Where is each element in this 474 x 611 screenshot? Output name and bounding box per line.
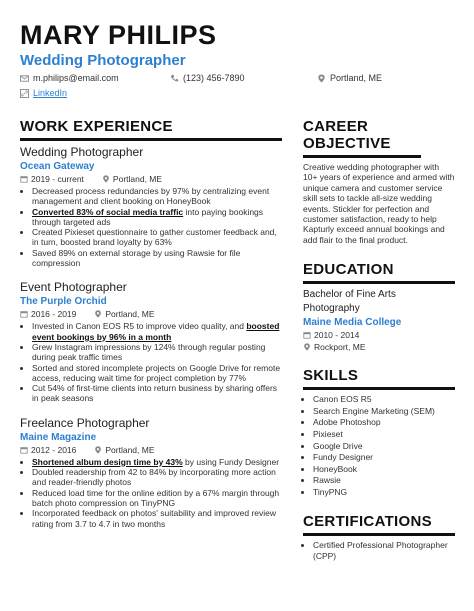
education-location-row: [303, 341, 455, 353]
list-item: • Shortened album design time by 43% by using Fundy Designer: [32, 457, 282, 467]
career-objective-text: Creative wedding photographer with 10+ years of experience and armed with unique camera and customer service skill sets to tackle all-size wedding events. Stickler for perfection and customer satisfaction, ready to help Kapturly exceed annual bookings and add flair to the final product.: [303, 162, 455, 245]
job-dates: 2016 - 2019: [31, 309, 77, 320]
job-bullets: [20, 321, 282, 403]
list-item: • Certified Professional Photographer (CPP): [313, 540, 455, 563]
job-meta: [20, 308, 282, 320]
location-text: Portland, ME: [330, 73, 383, 83]
left-column: [20, 118, 282, 529]
candidate-name: MARY PHILIPS: [20, 20, 217, 50]
job-meta: [20, 444, 282, 456]
skills-list: [303, 394, 455, 498]
location-pin-icon: [303, 343, 311, 351]
list-item: • Incorporated feedback on photos' suitability and improved review rating from 3.7 to 4.7 in two months: [32, 508, 282, 529]
candidate-role: Wedding Photographer: [20, 52, 186, 69]
list-item: • Cut 54% of first-time clients into return business by sharing offers in peak seasons: [32, 383, 282, 404]
education-location: Rockport, ME: [314, 342, 366, 353]
list-item: • Pixieset: [313, 429, 455, 441]
linkedin-link[interactable]: LinkedIn: [33, 88, 68, 98]
job-entry: [20, 280, 282, 403]
location-pin-icon: [317, 74, 326, 83]
list-item: • TinyPNG: [313, 487, 455, 499]
list-item: • Doubled readership from 42 to 84% by incorporating more action and reader-friendly photos: [32, 467, 282, 488]
career-objective-heading: CAREER OBJECTIVE: [303, 118, 421, 158]
job-dates: 2019 - current: [31, 174, 84, 184]
skills-heading: SKILLS: [303, 367, 455, 390]
list-item: • Fundy Designer: [313, 452, 455, 464]
right-column: [303, 118, 455, 563]
list-item: • Canon EOS R5: [313, 394, 455, 406]
job-meta: [20, 173, 282, 185]
job-title: Event Photographer: [20, 280, 127, 295]
job-title: Wedding Photographer: [20, 145, 144, 159]
list-item: • Decreased process redundancies by 97% by centralizing event management and client booking on HoneyBook: [32, 186, 282, 207]
job-company: Ocean Gateway: [20, 161, 95, 172]
list-item: • Saved 89% on external storage by using Rawsie for file compression: [32, 248, 282, 269]
education-school: Maine Media College: [303, 317, 402, 329]
contact-phone[interactable]: [170, 73, 245, 83]
certifications-heading: CERTIFICATIONS: [303, 513, 455, 536]
list-item: • Reduced load time for the online edition by a 67% margin through batch photo compression on TinyPNG: [32, 488, 282, 509]
list-item: • Sorted and stored incomplete projects on Google Drive for remote access, reducing wait time for project completion by 77%: [32, 363, 282, 384]
job-location: Portland, ME: [105, 444, 155, 455]
calendar-icon: [20, 446, 28, 454]
list-item: • Google Drive: [313, 441, 455, 453]
job-entry: [20, 416, 282, 529]
list-item: • Converted 83% of social media traffic into paying bookings through targeted ads: [32, 207, 282, 228]
list-item: • Adobe Photoshop: [313, 417, 455, 429]
work-experience-heading: WORK EXPERIENCE: [20, 118, 282, 141]
calendar-icon: [20, 175, 28, 183]
contact-location: [317, 73, 382, 83]
envelope-icon: [20, 74, 29, 83]
contact-linkedin[interactable]: [20, 88, 67, 98]
job-location: Portland, ME: [112, 174, 163, 184]
list-item: • Created Pixieset questionnaire to gather customer feedback and, in turn, boosted brand loyalty by 63%: [32, 227, 282, 248]
location-pin-icon: [94, 446, 102, 454]
list-item: • Grew Instagram impressions by 124% through regular posting during peak traffic times: [32, 342, 282, 363]
education-dates-row: [303, 329, 455, 341]
list-item: • Rawsie: [313, 475, 455, 487]
calendar-icon: [20, 310, 28, 318]
location-pin-icon: [94, 310, 102, 318]
list-item: • Search Engine Marketing (SEM): [313, 406, 455, 418]
job-dates: 2012 - 2016: [31, 444, 77, 455]
phone-text: (123) 456-7890: [183, 73, 245, 83]
education-degree: Bachelor of Fine Arts Photography: [303, 289, 396, 315]
job-location: Portland, ME: [105, 309, 155, 320]
email-text: m.philips@email.com: [33, 73, 119, 83]
job-entry: [20, 145, 282, 268]
location-pin-icon: [102, 175, 110, 183]
education-heading: EDUCATION: [303, 261, 455, 284]
list-item: • Invested in Canon EOS R5 to improve video quality, and boosted event bookings by 96% in a month: [32, 321, 282, 342]
education-dates: 2010 - 2014: [314, 330, 360, 341]
link-icon: [20, 89, 29, 98]
contact-email[interactable]: [20, 73, 119, 83]
calendar-icon: [303, 331, 311, 339]
job-company: The Purple Orchid: [20, 296, 107, 308]
certifications-list: [303, 540, 455, 563]
job-company: Maine Magazine: [20, 431, 97, 443]
list-item: • HoneyBook: [313, 464, 455, 476]
job-title: Freelance Photographer: [20, 415, 150, 430]
job-bullets: [20, 457, 282, 529]
phone-icon: [170, 74, 179, 83]
job-bullets: [20, 186, 282, 268]
